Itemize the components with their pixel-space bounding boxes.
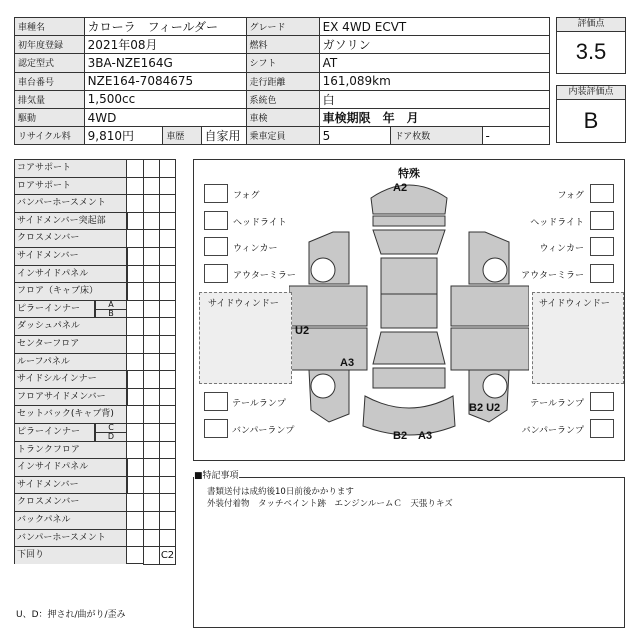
checkbox-label: バンパーランプ <box>521 426 584 436</box>
damage-tag: U2 <box>295 325 310 337</box>
pillar-sub-label: D <box>95 432 127 442</box>
frame-check-cell[interactable] <box>143 229 160 248</box>
frame-part-label: インサイドパネル <box>15 266 127 283</box>
frame-check-cell[interactable] <box>143 405 160 424</box>
frame-part-row <box>14 353 174 371</box>
frame-check-cell[interactable] <box>159 247 176 266</box>
frame-check-cell[interactable] <box>159 194 176 213</box>
inspection-checkbox[interactable] <box>204 264 228 283</box>
frame-part-label: セットバック(キャブ背) <box>15 406 127 423</box>
frame-check-cell[interactable] <box>159 458 176 477</box>
frame-check-cell[interactable] <box>159 317 176 336</box>
frame-part-row <box>14 212 174 230</box>
info-label: 認定型式 <box>15 54 85 72</box>
inspection-checkbox[interactable] <box>204 237 228 256</box>
checkbox-label: アウターミラー <box>233 271 296 281</box>
frame-check-cell[interactable] <box>127 265 144 284</box>
frame-check-cell[interactable] <box>143 194 160 213</box>
car-diagram <box>289 174 529 460</box>
frame-check-cell[interactable] <box>159 353 176 372</box>
frame-part-label: インサイドパネル <box>15 459 127 476</box>
notes-line: 書類送付は成約後10日前後かかります <box>207 487 354 497</box>
frame-part-label: センターフロア <box>15 336 127 353</box>
hatch-panel <box>373 368 445 388</box>
shift-value: AT <box>319 54 549 72</box>
inspection-checkbox[interactable] <box>590 392 614 411</box>
inspection-checkbox[interactable] <box>590 184 614 203</box>
frame-check-cell[interactable] <box>159 177 176 196</box>
frame-part-label: コアサポート <box>15 160 127 177</box>
displacement-value: 1,500cc <box>84 90 246 108</box>
info-label: 初年度登録 <box>15 36 85 54</box>
frame-check-cell[interactable] <box>159 423 176 442</box>
frame-check-cell[interactable] <box>143 353 160 372</box>
checkbox-label: ヘッドライト <box>530 218 584 228</box>
right-side-window-box <box>532 292 624 384</box>
notes-title: ■特記事項 <box>194 468 239 481</box>
inspection-checkbox[interactable] <box>204 392 228 411</box>
frame-part-label: バックパネル <box>15 512 127 529</box>
frame-part-row <box>14 247 174 265</box>
frame-check-cell[interactable] <box>159 493 176 512</box>
capacity-value: 5 <box>319 127 391 145</box>
inspection-checkbox[interactable] <box>204 184 228 203</box>
info-row <box>15 108 550 126</box>
frame-part-row <box>14 476 174 494</box>
info-label: 車台番号 <box>15 72 85 90</box>
color-value: 白 <box>319 90 549 108</box>
info-label: 乗車定員 <box>246 127 319 145</box>
roof-panel <box>381 258 437 328</box>
checkbox-label: ウィンカー <box>539 244 584 254</box>
frame-check-cell[interactable] <box>127 247 144 266</box>
left-front-door <box>289 286 367 326</box>
frame-check-cell[interactable] <box>143 370 160 389</box>
frame-check-cell[interactable] <box>143 212 160 231</box>
windshield <box>373 230 445 254</box>
frame-part-label: サイドメンバー突起部 <box>15 213 127 230</box>
frame-part-label: サイドメンバー <box>15 477 127 494</box>
frame-check-cell[interactable]: C2 <box>159 546 176 565</box>
frame-part-label: サイドメンバー <box>15 248 127 265</box>
model-name: カローラ フィールダー <box>84 18 246 36</box>
frame-part-label: フロア（キャブ床） <box>15 283 127 300</box>
frame-check-cell[interactable] <box>159 212 176 231</box>
info-row <box>15 18 550 36</box>
info-label: 系統色 <box>246 90 319 108</box>
chassis-number: NZE164-7084675 <box>84 72 246 90</box>
pillar-sub-label: C <box>95 423 127 433</box>
hood-panel <box>371 185 447 214</box>
frame-check-cell[interactable] <box>159 370 176 389</box>
frame-check-cell[interactable] <box>143 388 160 407</box>
drive-value: 4WD <box>84 108 246 126</box>
info-label: 駆動 <box>15 108 85 126</box>
frame-part-row <box>14 335 174 353</box>
info-label: ドア枚数 <box>391 127 482 145</box>
frame-check-cell[interactable] <box>143 529 160 548</box>
frame-check-cell[interactable] <box>159 441 176 460</box>
frame-check-cell[interactable] <box>143 282 160 301</box>
frame-part-label: バンパーホースメント <box>15 530 127 547</box>
mileage-value: 161,089km <box>319 72 549 90</box>
frame-check-cell[interactable] <box>127 458 144 477</box>
pillar-sub-label: A <box>95 300 127 310</box>
inspection-checkbox[interactable] <box>590 264 614 283</box>
frame-check-cell[interactable] <box>143 317 160 336</box>
diagram-title: 特殊 <box>398 167 420 180</box>
score-box <box>556 17 626 74</box>
fuel-value: ガソリン <box>319 36 549 54</box>
right-front-door <box>451 286 529 326</box>
doors-value: - <box>482 127 550 145</box>
frame-check-cell[interactable] <box>159 476 176 495</box>
frame-part-row <box>14 423 174 441</box>
left-rear-wheel <box>311 374 335 398</box>
cowl-panel <box>373 216 445 226</box>
frame-check-cell[interactable] <box>143 265 160 284</box>
notes-line: 外装付着物 タッチペイント跡 エンジンルームＣ 天張りキズ <box>207 499 453 509</box>
vehicle-info-table <box>14 17 550 145</box>
checkbox-label: バンパーランプ <box>232 426 295 436</box>
frame-part-row <box>14 405 174 423</box>
damage-tag: A3 <box>340 357 355 369</box>
legend-text: U、D：押され/曲がり/歪み <box>16 610 126 620</box>
frame-part-row <box>14 388 174 406</box>
frame-check-cell[interactable] <box>143 511 160 530</box>
frame-part-label: ピラーインナー <box>15 301 95 318</box>
inspection-checkbox[interactable] <box>204 419 228 438</box>
info-row <box>15 127 550 145</box>
damage-tag: B2 U2 <box>469 402 501 414</box>
frame-check-cell[interactable] <box>127 476 144 495</box>
frame-part-label: サイドシルインナー <box>15 371 127 388</box>
frame-check-cell[interactable] <box>127 282 144 301</box>
frame-part-label: フロアサイドメンバー <box>15 389 127 406</box>
frame-part-label: 下回り <box>15 547 127 564</box>
inspection-checkbox[interactable] <box>590 419 614 438</box>
info-label: 車種名 <box>15 18 85 36</box>
info-row <box>15 72 550 90</box>
info-label: グレード <box>246 18 319 36</box>
frame-part-row <box>14 441 174 459</box>
left-front-wheel <box>311 258 335 282</box>
frame-part-label: ピラーインナー <box>15 424 95 441</box>
info-label: リサイクル料 <box>15 127 85 145</box>
frame-check-cell[interactable] <box>127 388 144 407</box>
frame-check-cell[interactable] <box>159 388 176 407</box>
info-label: シフト <box>246 54 319 72</box>
side-window-title: サイドウィンドー <box>539 299 610 309</box>
checkbox-label: フォグ <box>233 191 260 201</box>
frame-part-row <box>14 493 174 511</box>
interior-score-value: B <box>583 108 599 133</box>
frame-part-label: ダッシュパネル <box>15 318 127 335</box>
frame-check-cell[interactable] <box>159 335 176 354</box>
frame-check-cell[interactable] <box>143 458 160 477</box>
interior-score-label: 内装評価点 <box>557 86 625 100</box>
frame-check-cell[interactable] <box>159 265 176 284</box>
frame-part-row <box>14 300 174 318</box>
frame-part-row <box>14 458 174 476</box>
frame-check-cell[interactable] <box>143 493 160 512</box>
right-front-wheel <box>483 258 507 282</box>
frame-check-cell[interactable] <box>143 423 160 442</box>
frame-check-cell[interactable] <box>143 300 160 319</box>
checkbox-label: テールランプ <box>530 399 584 409</box>
inspection-checkbox[interactable] <box>204 211 228 230</box>
recycle-fee: 9,810円 <box>84 127 163 145</box>
frame-part-row <box>14 159 174 177</box>
score-value: 3.5 <box>575 39 607 64</box>
info-label: 車歴 <box>163 127 201 145</box>
frame-part-row <box>14 265 174 283</box>
history-value: 自家用 <box>201 127 246 145</box>
side-window-title: サイドウィンドー <box>208 299 279 309</box>
notes-box <box>193 471 625 628</box>
info-label: 車検 <box>246 108 319 126</box>
frame-check-cell[interactable] <box>127 370 144 389</box>
rear-window <box>373 332 445 364</box>
model-code: 3BA-NZE164G <box>84 54 246 72</box>
checkbox-label: ウィンカー <box>233 244 278 254</box>
frame-part-row <box>14 282 174 300</box>
frame-part-row <box>14 511 174 529</box>
frame-check-cell[interactable] <box>159 529 176 548</box>
frame-check-cell[interactable] <box>143 546 160 565</box>
checkbox-label: アウターミラー <box>521 271 584 281</box>
frame-part-row <box>14 177 174 195</box>
frame-check-cell[interactable] <box>159 300 176 319</box>
frame-check-cell[interactable] <box>159 405 176 424</box>
info-label: 走行距離 <box>246 72 319 90</box>
frame-check-cell[interactable] <box>143 335 160 354</box>
frame-check-cell[interactable] <box>143 441 160 460</box>
info-label: 燃料 <box>246 36 319 54</box>
frame-part-label: ロアサポート <box>15 178 127 195</box>
score-label: 評価点 <box>557 18 625 32</box>
damage-diagram <box>193 159 625 461</box>
frame-check-cell[interactable] <box>143 159 160 178</box>
frame-part-label: バンパーホースメント <box>15 195 127 212</box>
inspection-checkbox[interactable] <box>590 237 614 256</box>
frame-part-row <box>14 229 174 247</box>
frame-check-cell[interactable] <box>143 476 160 495</box>
frame-check-cell[interactable] <box>143 177 160 196</box>
frame-part-row <box>14 529 174 547</box>
frame-part-label: ルーフパネル <box>15 354 127 371</box>
frame-part-row <box>14 546 174 564</box>
checkbox-label: ヘッドライト <box>233 218 287 228</box>
info-label: 排気量 <box>15 90 85 108</box>
damage-tag: B2 A3 <box>393 430 433 442</box>
frame-check-cell[interactable] <box>159 282 176 301</box>
frame-check-cell[interactable] <box>127 212 144 231</box>
first-registration: 2021年08月 <box>84 36 246 54</box>
info-row <box>15 90 550 108</box>
inspection-value: 車検期限 年 月 <box>319 108 549 126</box>
frame-part-row <box>14 370 174 388</box>
frame-part-label: クロスメンバー <box>15 494 127 511</box>
pillar-sub-label: B <box>95 309 127 319</box>
frame-check-cell[interactable] <box>159 229 176 248</box>
frame-check-cell[interactable] <box>159 511 176 530</box>
damage-tag: A2 <box>393 182 408 194</box>
frame-check-cell[interactable] <box>159 159 176 178</box>
frame-part-row <box>14 317 174 335</box>
frame-part-label: トランクフロア <box>15 442 127 459</box>
info-row <box>15 54 550 72</box>
right-rear-door <box>451 328 529 370</box>
right-rear-wheel <box>483 374 507 398</box>
frame-part-label: クロスメンバー <box>15 230 127 247</box>
grade-value: EX 4WD ECVT <box>319 18 549 36</box>
inspection-checkbox[interactable] <box>590 211 614 230</box>
info-row <box>15 36 550 54</box>
interior-score-box <box>556 85 626 143</box>
checkbox-label: フォグ <box>557 191 584 201</box>
frame-part-row <box>14 194 174 212</box>
frame-check-cell[interactable] <box>143 247 160 266</box>
checkbox-label: テールランプ <box>232 399 286 409</box>
left-side-window-box <box>199 292 292 384</box>
